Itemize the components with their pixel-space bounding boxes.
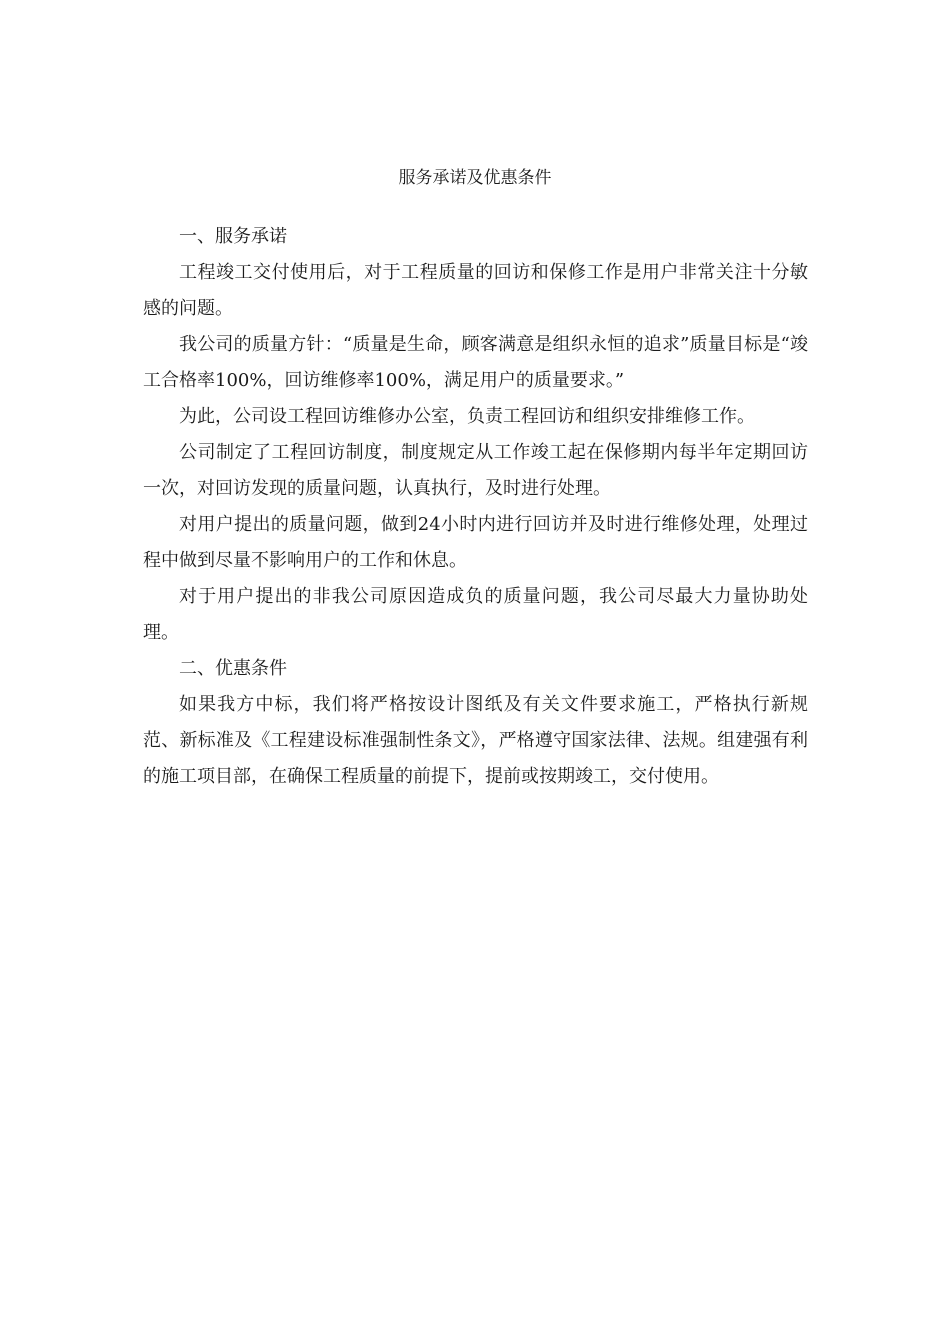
body-paragraph: 我公司的质量方针：“质量是生命，顾客满意是组织永恒的追求”质量目标是“竣工合格率100%，回访维修率100%，满足用户的质量要求。”: [143, 334, 808, 391]
section-heading-preferential-terms: 二、优惠条件: [179, 658, 287, 679]
body-paragraph: 工程竣工交付使用后，对于工程质量的回访和保修工作是用户非常关注十分敏感的问题。: [143, 262, 808, 319]
body-paragraph: 对于用户提出的非我公司原因造成负的质量问题，我公司尽最大力量协助处理。: [143, 586, 808, 643]
document-title: 服务承诺及优惠条件: [398, 168, 552, 188]
body-paragraph: 为此，公司设工程回访维修办公室，负责工程回访和组织安排维修工作。: [179, 406, 755, 427]
body-paragraph: 公司制定了工程回访制度，制度规定从工作竣工起在保修期内每半年定期回访一次，对回访发现的质量问题，认真执行，及时进行处理。: [143, 442, 808, 499]
section-heading-service-commitment: 一、服务承诺: [179, 226, 287, 247]
body-paragraph: 如果我方中标，我们将严格按设计图纸及有关文件要求施工，严格执行新规范、新标准及《工程建设标准强制性条文》，严格遵守国家法律、法规。组建强有利的施工项目部，在确保工程质量的前提下，提前或按期竣工，交付使用。: [143, 694, 808, 787]
body-paragraph: 对用户提出的质量问题，做到24小时内进行回访并及时进行维修处理，处理过程中做到尽量不影响用户的工作和休息。: [143, 514, 808, 571]
document-body: [143, 219, 808, 795]
